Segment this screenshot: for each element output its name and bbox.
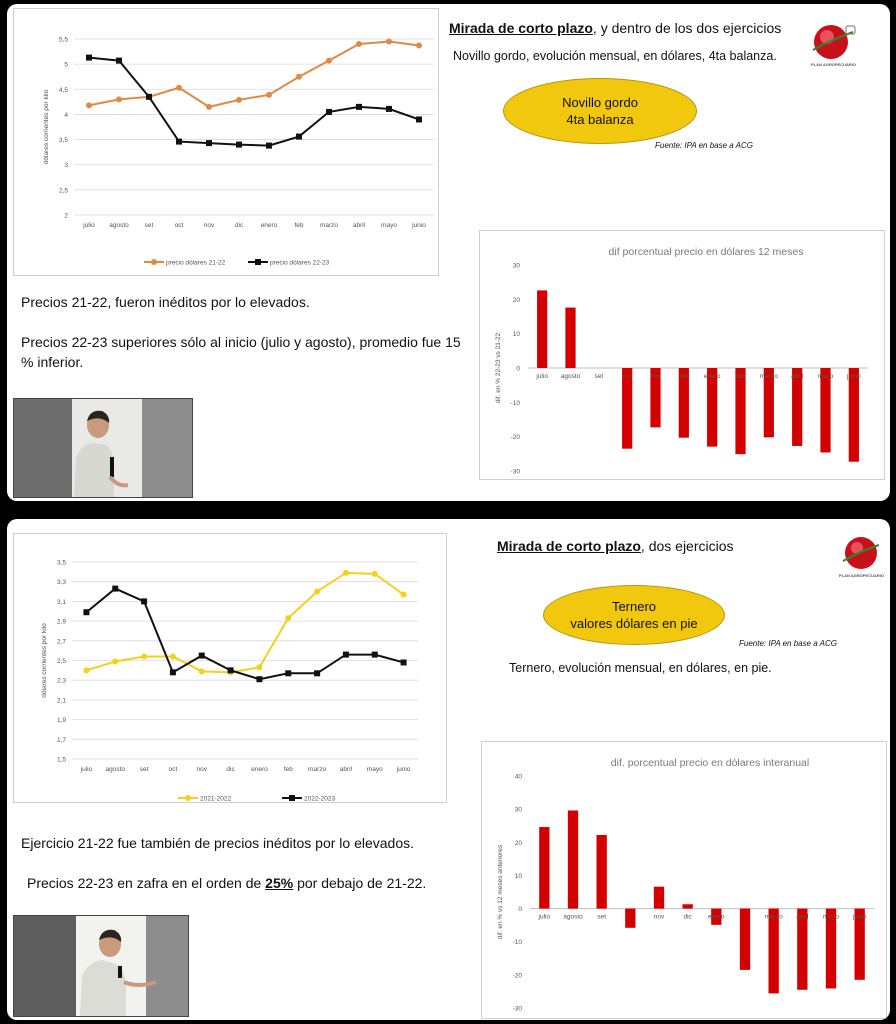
x-tick-label: oct [168, 766, 178, 773]
data-point [146, 94, 152, 100]
heading-bold: Mirada de corto plazo [449, 20, 593, 36]
x-tick-label: abril [352, 222, 366, 229]
data-point [86, 55, 92, 61]
y-tick-label: 2,1 [56, 697, 66, 705]
logo-icon [807, 20, 863, 68]
y-tick-label: 0 [516, 365, 520, 373]
data-point [356, 41, 362, 47]
bar [539, 827, 549, 909]
y-tick-label: 40 [514, 773, 522, 781]
logo-icon [837, 533, 881, 575]
x-tick-label: abril [339, 766, 353, 773]
oval-line-1: Ternero [611, 599, 657, 614]
x-tick-label: feb [294, 222, 304, 229]
observation-2-bold: 25% [265, 875, 294, 891]
heading-rest: , y dentro de los dos ejercicios [592, 20, 782, 36]
data-point [326, 58, 332, 64]
x-tick-label: mayo [381, 222, 397, 229]
x-tick-label: julio [80, 766, 93, 773]
data-point [199, 668, 205, 674]
x-tick-label: oct [174, 222, 184, 229]
data-point [86, 102, 92, 108]
data-point [228, 667, 234, 673]
y-tick-label: 2,3 [56, 677, 66, 685]
bar-chart-ternero-svg [482, 742, 886, 1018]
plan-agropecuario-logo [807, 20, 863, 68]
x-tick-label: marzo [308, 766, 327, 773]
chart-title: dif. porcentual precio en dólares interanual [610, 757, 810, 769]
observation-2 [27, 873, 479, 893]
legend-label: 2022-2023 [304, 795, 336, 802]
heading-bold: Mirada de corto plazo [497, 538, 641, 554]
x-tick-label: mayo [366, 766, 383, 773]
data-point [176, 139, 182, 145]
y-tick-label: 0 [518, 906, 522, 914]
bar-chart-novillo [479, 230, 885, 480]
legend-marker [255, 259, 261, 265]
x-tick-label: agosto [560, 373, 581, 380]
data-point [206, 140, 212, 146]
bar [625, 909, 635, 928]
y-tick-label: 5 [64, 61, 68, 69]
y-tick-label: 20 [512, 296, 520, 304]
data-point [343, 652, 349, 658]
oval-line-2: valores dólares en pie [570, 616, 698, 631]
x-tick-label: dic [234, 222, 244, 229]
data-point [176, 85, 182, 91]
x-tick-label: junio [852, 913, 867, 921]
y-tick-label: -10 [510, 399, 520, 407]
oval-line-2: 4ta balanza [566, 112, 634, 127]
data-point [236, 97, 242, 103]
y-tick-label: 2,5 [58, 187, 68, 195]
observation-2-pre: Precios 22-23 en zafra en el orden de [27, 875, 266, 891]
y-tick-label: -20 [512, 972, 522, 980]
line-chart-novillo [13, 8, 439, 276]
topic-oval [503, 78, 697, 144]
data-point [266, 143, 272, 149]
legend-label: precio dólares 21-22 [166, 259, 226, 267]
y-tick-label: 1,7 [56, 736, 66, 744]
oval-line-1: Novillo gordo [562, 95, 638, 110]
x-tick-label: dic [679, 373, 688, 380]
y-tick-label: -30 [512, 1005, 522, 1013]
data-point [199, 653, 205, 659]
bar [769, 909, 779, 994]
y-tick-label: -10 [512, 939, 522, 947]
data-point [116, 96, 122, 102]
legend-marker [289, 795, 295, 801]
x-tick-label: junio [412, 222, 426, 229]
data-point [386, 39, 392, 45]
data-point [386, 106, 392, 112]
x-tick-label: dic [226, 766, 235, 773]
x-tick-label: nov [203, 222, 215, 229]
y-tick-label: 3,5 [58, 137, 68, 145]
y-tick-label: 2,7 [56, 638, 66, 646]
x-tick-label: nov [653, 913, 665, 921]
bar [849, 368, 859, 462]
series-line [89, 58, 419, 146]
data-point [266, 92, 272, 98]
source-note: Fuente: IPA en base a ACG [739, 639, 837, 648]
data-point [285, 615, 291, 621]
x-tick-label: mayo [823, 913, 839, 921]
logo-text: PLAN AGROPECUARIO [839, 573, 884, 578]
bar [565, 308, 575, 368]
y-tick-label: 10 [514, 872, 522, 880]
y-tick-label: 20 [514, 839, 522, 847]
y-tick-label: -20 [510, 434, 520, 442]
data-point [296, 74, 302, 80]
legend-marker [185, 795, 191, 801]
heading [497, 538, 734, 554]
y-axis-title: dólares corrientes por kilo [43, 89, 50, 165]
data-point [296, 134, 302, 140]
bar [622, 368, 632, 449]
data-point [256, 664, 262, 670]
line-chart-ternero [13, 533, 447, 803]
x-tick-label: oct [622, 373, 632, 380]
y-tick-label: 10 [512, 331, 520, 339]
line-chart-ternero-svg [14, 534, 446, 802]
bar [740, 909, 750, 970]
observation-1: Precios 21-22, fueron inéditos por lo elevados. [21, 294, 310, 310]
x-tick-label: agosto [563, 913, 583, 921]
x-tick-label: nov [196, 766, 207, 773]
subtitle: Novillo gordo, evolución mensual, en dólares, 4ta balanza. [453, 49, 777, 63]
data-point [285, 670, 291, 676]
data-point [83, 609, 89, 615]
y-tick-label: 30 [512, 262, 520, 270]
x-tick-label: nov [650, 373, 661, 380]
x-tick-label: abril [791, 373, 804, 380]
x-tick-label: enero [260, 222, 278, 229]
slide-bottom [7, 519, 890, 1020]
series-line [86, 573, 403, 672]
series-line [86, 589, 403, 680]
x-tick-label: junio [846, 373, 861, 380]
data-point [141, 598, 147, 604]
logo-text: PLAN AGROPECUARIO [811, 62, 856, 67]
y-tick-label: 4,5 [58, 86, 68, 94]
data-point [206, 104, 212, 110]
x-tick-label: feb [735, 373, 746, 380]
presenter-video [13, 915, 189, 1017]
heading [449, 20, 781, 36]
data-point [401, 592, 407, 598]
x-tick-label: julio [83, 222, 95, 229]
y-tick-label: 1,9 [56, 717, 66, 725]
data-point [416, 116, 422, 122]
data-point [416, 43, 422, 49]
source-note: Fuente: IPA en base a ACG [655, 141, 753, 150]
data-point [236, 142, 242, 148]
x-tick-label: agosto [105, 766, 126, 773]
y-tick-label: 2 [64, 212, 68, 220]
x-tick-label: julio [536, 373, 548, 380]
bar [537, 290, 547, 368]
bar [735, 368, 745, 454]
data-point [314, 670, 320, 676]
data-point [372, 571, 378, 577]
x-tick-label: enero [708, 913, 725, 921]
y-tick-label: 3 [64, 162, 68, 170]
x-tick-label: set [594, 373, 604, 380]
x-tick-label: junio [396, 766, 411, 773]
data-point [372, 652, 378, 658]
presenter-figure-icon [14, 916, 188, 1016]
x-tick-label: agosto [109, 222, 129, 229]
y-tick-label: 2,9 [56, 618, 66, 626]
bar [597, 835, 607, 909]
bar-chart-novillo-svg [480, 231, 884, 479]
bar [654, 887, 664, 909]
y-tick-label: 2,5 [56, 658, 66, 665]
x-tick-label: mayo [817, 373, 834, 380]
presenter-video [13, 398, 193, 498]
bar [568, 810, 578, 908]
subtitle: Ternero, evolución mensual, en dólares, en pie. [509, 661, 772, 675]
data-point [170, 654, 176, 660]
data-point [112, 586, 118, 592]
bar-chart-ternero [481, 741, 887, 1019]
y-tick-label: -30 [510, 468, 520, 476]
legend-marker [151, 259, 157, 265]
line-chart-novillo-svg [14, 9, 438, 275]
data-point [326, 109, 332, 115]
x-tick-label: feb [283, 766, 293, 773]
y-axis-title: dif. en % 22-23 vs 21-22 [495, 332, 502, 404]
observation-2-post: por debajo de 21-22. [293, 875, 427, 891]
x-tick-label: julio [538, 913, 551, 921]
y-tick-label: 5,5 [58, 36, 68, 44]
plan-agropecuario-logo [837, 533, 884, 579]
observation-1: Ejercicio 21-22 fue también de precios inéditos por lo elevados. [21, 835, 415, 851]
x-tick-label: marzo [764, 913, 783, 921]
x-tick-label: marzo [319, 222, 339, 229]
data-point [116, 58, 122, 64]
presenter-figure-icon [14, 399, 192, 497]
y-axis-title: dif. en % vs 12 meses anteriores [497, 844, 504, 940]
series-line [89, 42, 419, 107]
x-tick-label: set [144, 222, 154, 229]
data-point [112, 658, 118, 664]
data-point [170, 669, 176, 675]
legend-label: 2021-2022 [200, 795, 232, 802]
y-tick-label: 30 [514, 806, 522, 814]
observation-2: Precios 22-23 superiores sólo al inicio (julio y agosto), promedio fue 15 % inferior. [21, 334, 461, 370]
data-point [314, 589, 320, 595]
chart-title: dif porcentual precio en dólares 12 meses [608, 246, 804, 258]
y-tick-label: 3,3 [56, 579, 66, 587]
x-tick-label: abril [796, 913, 809, 921]
data-point [256, 676, 262, 682]
bar [797, 909, 807, 990]
x-tick-label: set [139, 766, 149, 773]
heading-rest: , dos ejercicios [640, 538, 734, 554]
x-tick-label: dic [683, 913, 692, 921]
legend-label: precio dólares 22-23 [270, 259, 330, 267]
bar [820, 368, 830, 452]
y-tick-label: 3,1 [56, 598, 66, 606]
data-point [401, 659, 407, 665]
x-tick-label: enero [703, 373, 721, 380]
y-tick-label: 4 [64, 111, 68, 119]
data-point [356, 104, 362, 110]
y-tick-label: 3,5 [56, 559, 66, 567]
slide-top [7, 4, 890, 501]
x-tick-label: enero [251, 766, 268, 773]
data-point [141, 654, 147, 660]
x-tick-label: marzo [759, 373, 778, 380]
x-tick-label: set [597, 913, 607, 921]
data-point [343, 570, 349, 576]
bar [683, 904, 693, 908]
y-tick-label: 1,5 [56, 756, 66, 764]
y-axis-title: dólares corrientes por kilo [41, 623, 48, 698]
topic-oval [543, 585, 725, 645]
data-point [83, 667, 89, 673]
